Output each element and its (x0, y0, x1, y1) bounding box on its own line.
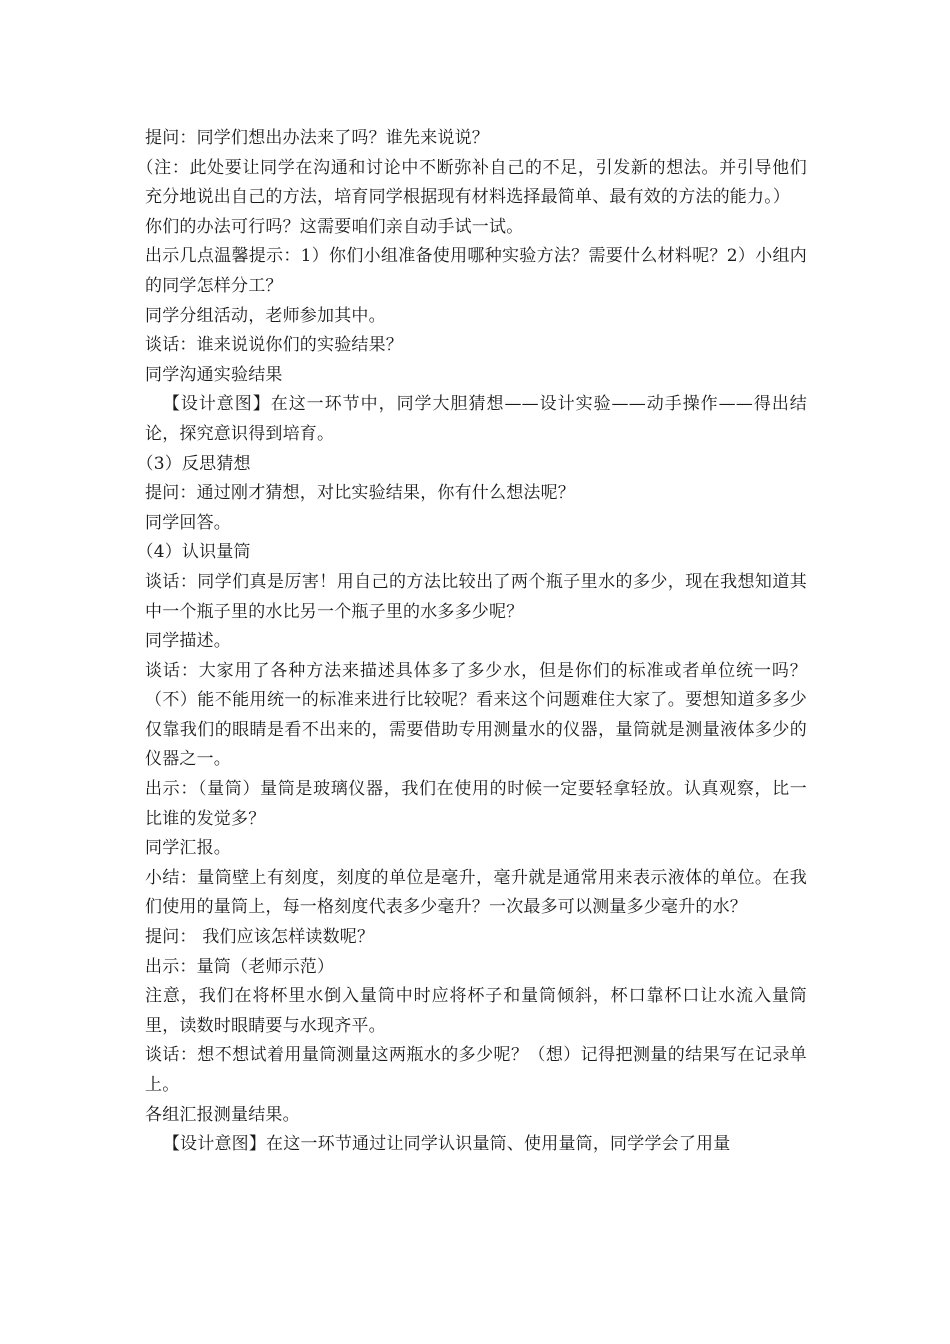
paragraph-design-intent-2: 【设计意图】在这一环节通过让同学认识量筒、使用量筒，同学学会了用量 (162, 1134, 731, 1155)
paragraph-design-intent-1: 【设计意图】在这一环节中，同学大胆猜想——设计实验——动手操作——得出结论，探究意识得到培育。 (145, 394, 807, 444)
paragraph-show-cylinder: 出示：（量筒）量筒是玻璃仪器，我们在使用的时候一定要轻拿轻放。认真观察，比一比谁的发觉多？ (145, 779, 807, 829)
paragraph-talk-standards: 谈话：大家用了各种方法来描述具体多了多少水，但是你们的标准或者单位统一吗？（不）能不能用统一的标准来进行比较呢？看来这个问题难住大家了。要想知道多多少仅靠我们的眼睛是看不出来的，需要借助专用测量水的仪器，量筒就是测量液体多少的仪器之一。 (145, 660, 807, 770)
paragraph-talk-amazing: 谈话：同学们真是厉害！用自己的方法比较出了两个瓶子里水的多少，现在我想知道其中一个瓶子里的水比另一个瓶子里的水多多少呢？ (145, 571, 807, 622)
paragraph-students-describe: 同学描述。 (145, 631, 231, 652)
paragraph-students-report: 同学汇报。 (145, 838, 231, 859)
paragraph-tips: 出示几点温馨提示：1）你们小组准备使用哪种实验方法？需要什么材料呢？2）小组内的同学怎样分工？ (145, 246, 807, 296)
paragraph-show-demo: 出示：量筒（老师示范） (145, 956, 335, 977)
paragraph-question-methods: 提问：同学们想出办法来了吗？谁先来说说？ (145, 128, 489, 148)
paragraph-summary: 小结：量筒壁上有刻度，刻度的单位是毫升，毫升就是通常用来表示液体的单位。在我们使用的量筒上，每一格刻度代表多少毫升？一次最多可以测量多少毫升的水？ (145, 867, 807, 918)
paragraph-question-reading: 提问： 我们应该怎样读数呢？ (145, 927, 375, 948)
paragraph-groups-report: 各组汇报测量结果。 (145, 1104, 300, 1125)
paragraph-students-answer: 同学回答。 (145, 512, 231, 533)
paragraph-try-it: 你们的办法可行吗？这需要咱们亲自动手试一试。 (145, 216, 524, 237)
document-body (136, 124, 807, 1160)
paragraph-attention: 注意，我们在将杯里水倒入量筒中时应将杯子和量筒倾斜，杯口靠杯口让水流入量筒里，读数时眼睛要与水现齐平。 (145, 986, 807, 1036)
paragraph-talk-measure: 谈话：想不想试着用量筒测量这两瓶水的多少呢？（想）记得把测量的结果写在记录单上。 (145, 1045, 807, 1095)
paragraph-group-activity: 同学分组活动，老师参加其中。 (145, 305, 386, 326)
paragraph-question-thoughts: 提问：通过刚才猜想，对比实验结果，你有什么想法呢？ (145, 483, 575, 504)
heading-measuring-cylinder: （4）认识量筒 (136, 542, 251, 563)
paragraph-share-results: 同学沟通实验结果 (145, 364, 283, 385)
paragraph-note: （注：此处要让同学在沟通和讨论中不断弥补自己的不足，引发新的想法。并引导他们充分地说出自己的方法，培育同学根据现有材料选择最简单、最有效的方法的能力。） (136, 157, 807, 208)
paragraph-talk-results: 谈话：谁来说说你们的实验结果？ (145, 335, 403, 356)
heading-reflect: （3）反思猜想 (136, 453, 251, 474)
